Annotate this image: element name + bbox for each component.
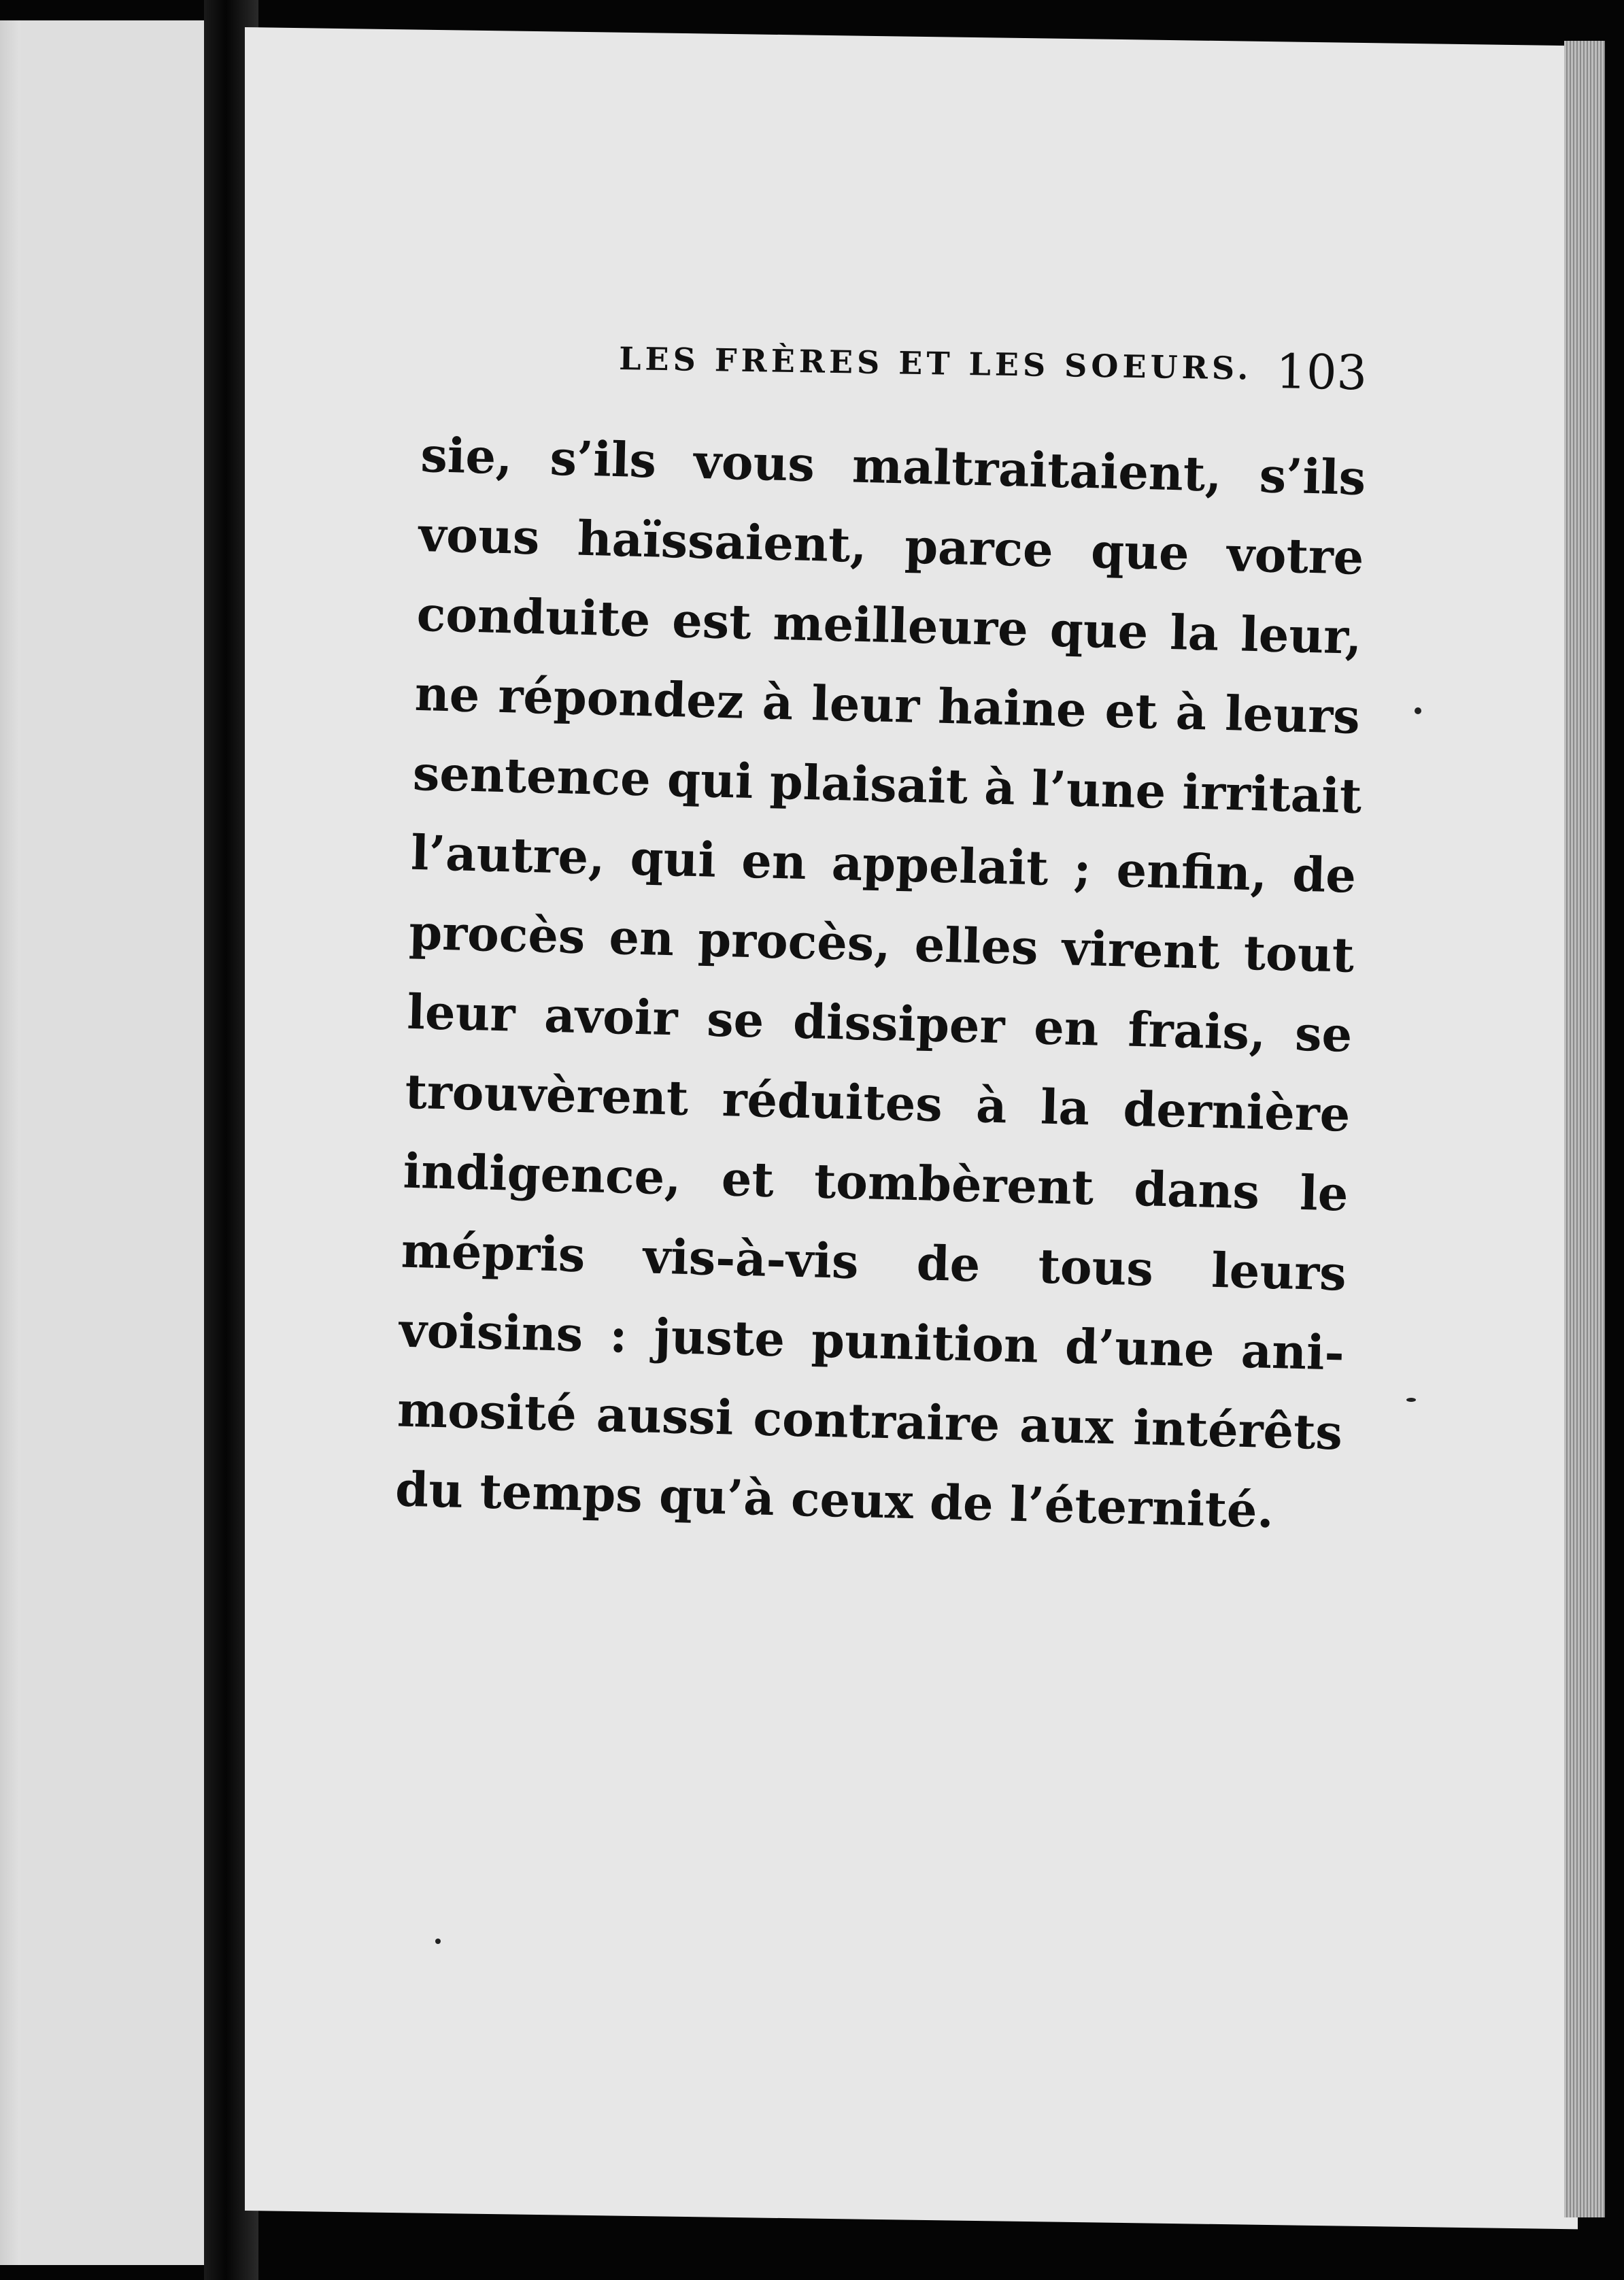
text-line: l’autre, qui en appelait ; enfin, de (410, 824, 1357, 904)
text-line: indigence, et tombèrent dans le (402, 1142, 1349, 1222)
page-number: 103 (1275, 343, 1368, 401)
text-line: leur avoir se dissiper en frais, se (406, 983, 1353, 1063)
text-line: trouvèrent réduites à la dernière (404, 1062, 1351, 1143)
text-line: voisins : juste punition d’une ani- (399, 1301, 1345, 1381)
body-text (394, 415, 1367, 1552)
text-line: vous haïssaient, parce que votre (418, 505, 1365, 586)
page-header (618, 333, 1367, 413)
previous-page (0, 20, 204, 2265)
ink-speck (1406, 1398, 1416, 1402)
text-line: mosité aussi contraire aux intérêts (396, 1381, 1343, 1461)
text-line: conduite est meilleure que la leur, (416, 585, 1363, 665)
text-line: procès en procès, elles virent tout (408, 903, 1355, 984)
text-line: mépris vis-à-vis de tous leurs (400, 1222, 1347, 1302)
text-line: sentence qui plaisait à l’une irritait (412, 744, 1363, 824)
running-head: LES FRÈRES ET LES SOEURS. (618, 340, 1253, 387)
page-stack-edge (1564, 41, 1605, 2217)
ink-speck (1415, 707, 1421, 714)
ink-speck (435, 1939, 441, 1944)
previous-page-edge (0, 20, 20, 2265)
text-line: ne répondez à leur haine et à leurs (413, 665, 1361, 745)
text-line: sie, s’ils vous maltraitaient, s’ils (420, 426, 1367, 506)
text-line: du temps qu’à ceux de l’éternité. (394, 1460, 1274, 1539)
